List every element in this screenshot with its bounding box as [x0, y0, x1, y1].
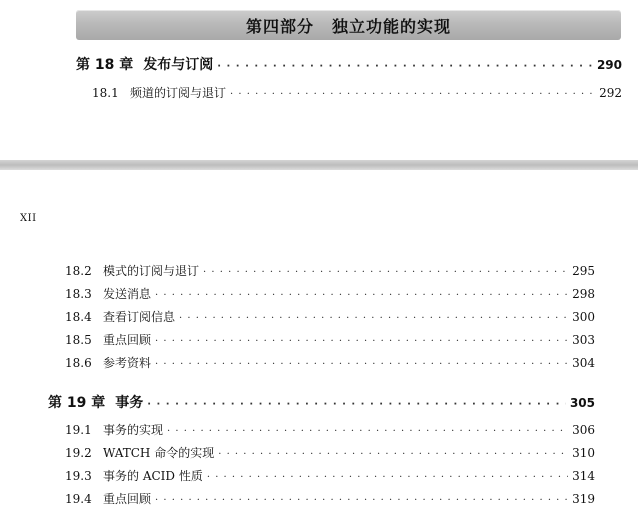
page-number: 304 — [572, 356, 595, 370]
section-title: 模式的订阅与退订 — [103, 264, 200, 278]
page-number: 305 — [569, 396, 595, 410]
chapter-number: 第 18 章 — [76, 57, 134, 73]
section-number: 18.5 — [65, 333, 92, 347]
toc-page-bottom — [0, 170, 638, 512]
toc-section[interactable] — [65, 354, 595, 371]
toc-chapter-19[interactable] — [48, 392, 595, 412]
toc-section[interactable] — [65, 308, 595, 325]
chapter-title: 发布与订阅 — [143, 57, 214, 73]
dot-leader — [167, 426, 568, 437]
dot-leader — [155, 290, 568, 301]
dot-leader — [155, 336, 568, 347]
dot-leader — [147, 399, 566, 410]
dot-leader — [203, 267, 568, 278]
page-number: 310 — [572, 446, 595, 460]
page-number: 319 — [572, 492, 595, 506]
page-number: 314 — [572, 469, 595, 483]
page-number: 295 — [572, 264, 595, 278]
section-title: 事务的 ACID 性质 — [103, 469, 203, 483]
toc-section[interactable] — [65, 490, 595, 507]
page-number: 292 — [599, 86, 622, 100]
page-number: 306 — [572, 423, 595, 437]
part-title: 独立功能的实现 — [332, 17, 452, 36]
toc-section[interactable] — [92, 84, 622, 101]
section-number: 18.6 — [65, 356, 92, 370]
section-title: 发送消息 — [103, 287, 152, 301]
toc-section[interactable] — [65, 331, 595, 348]
part-banner — [76, 10, 621, 40]
section-title: 事务的实现 — [103, 423, 164, 437]
section-number: 18.4 — [65, 310, 92, 324]
section-title: 查看订阅信息 — [103, 310, 176, 324]
section-number: 19.1 — [65, 423, 92, 437]
toc-section[interactable] — [65, 421, 595, 438]
dot-leader — [179, 313, 568, 324]
page-number: 303 — [572, 333, 595, 347]
dot-leader — [217, 61, 593, 72]
section-title: 重点回顾 — [103, 492, 152, 506]
section-title: WATCH 命令的实现 — [103, 446, 215, 460]
dot-leader — [155, 495, 568, 506]
section-number: 18.2 — [65, 264, 92, 278]
section-number: 18.3 — [65, 287, 92, 301]
section-title: 重点回顾 — [103, 333, 152, 347]
page-number: 298 — [572, 287, 595, 301]
section-number: 19.4 — [65, 492, 92, 506]
toc-section[interactable] — [65, 285, 595, 302]
dot-leader — [230, 89, 595, 100]
chapter-number: 第 19 章 — [48, 395, 106, 411]
chapter-title: 事务 — [115, 395, 144, 411]
section-number: 18.1 — [92, 86, 119, 100]
part-label: 第四部分 — [245, 17, 314, 36]
page-header-roman: XII — [20, 213, 37, 224]
toc-page-top — [0, 0, 638, 160]
section-number: 19.3 — [65, 469, 92, 483]
toc-section[interactable] — [65, 262, 595, 279]
page-number: 300 — [572, 310, 595, 324]
dot-leader — [155, 359, 568, 370]
toc-chapter-18[interactable] — [76, 54, 622, 74]
section-title: 频道的订阅与退订 — [130, 86, 227, 100]
section-number: 19.2 — [65, 446, 92, 460]
toc-section[interactable] — [65, 467, 595, 484]
page-separator — [0, 160, 638, 170]
dot-leader — [218, 449, 568, 460]
page-number: 290 — [596, 58, 622, 72]
section-title: 参考资料 — [103, 356, 152, 370]
dot-leader — [207, 472, 568, 483]
toc-section[interactable] — [65, 444, 595, 461]
